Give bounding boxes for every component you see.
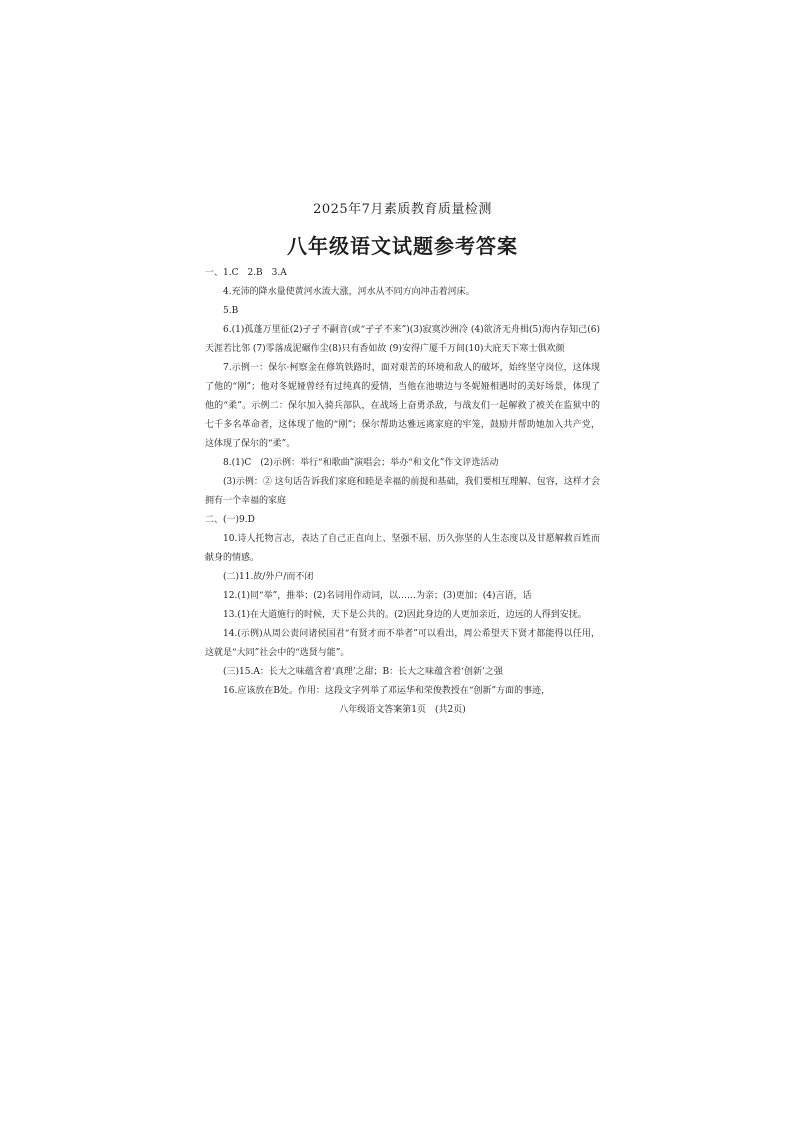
answer-line: 10.诗人托物言志，表达了自己正直向上、坚强不屈、历久弥坚的人生态度以及甘愿解救百姓而献身的情感。: [205, 534, 600, 563]
answer-line: (3)示例：② 这句话告诉我们家庭和睦是幸福的前提和基础，我们要相互理解、包容，这样才会拥有一个幸福的家庭: [205, 477, 600, 506]
answer-line: 二、(一)9.D: [205, 515, 255, 525]
page-footer: 八年级语文答案第1页 (共2页): [339, 705, 466, 715]
exam-title: 八年级语文试题参考答案: [287, 234, 518, 258]
answer-line: 4.充沛的降水量使黄河水流大涨，河水从不同方向冲击着河床。: [223, 287, 475, 297]
answer-body: [205, 264, 600, 701]
answer-line: (二)11.故/外户/而不闭: [223, 572, 314, 582]
answer-line: 12.(1)同“举”，推举；(2)名词用作动词，以……为亲；(3)更加；(4)言语，话: [223, 591, 532, 601]
answer-line: 7.示例一：保尔·柯察金在修筑铁路时，面对艰苦的环境和敌人的破坏，始终坚守岗位，这体现了他的“刚”；他对冬妮娅曾经有过纯真的爱情，当他在池塘边与冬妮娅相遇时的美好场景，体现了他的“柔”。示例二：保尔加入骑兵部队，在战场上奋勇杀敌，与战友们一起解救了被关在监狱中的七千多名革命者，这体现了他的“刚”；保尔帮助达雅远离家庭的牢笼，鼓励并帮助她加入共产党，这体现了保尔的“柔”。: [205, 363, 600, 449]
answer-line: 8.(1)C (2)示例：举行“和歌曲”演唱会；举办“和文化”作文评选活动: [223, 458, 499, 468]
answer-line: 14.(示例)从周公责问诸侯国君“有贤才而不举者”可以看出，周公希望天下贤才都能得以任用，这就是“大同”社会中的“选贤与能”。: [205, 629, 600, 658]
answer-line: 6.(1)孤蓬万里征(2)孑孑不嗣音(或“孑孑不来”)(3)寂寞沙洲冷 (4)欲济无舟楫(5)海内存知己(6)天涯若比邻 (7)零落成泥碾作尘(8)只有香如故 (9)安得广厦千万间(10)大庇天下寒士俱欢颜: [205, 325, 600, 354]
answer-line: 13.(1)在大道施行的时候，天下是公共的。(2)因此身边的人更加亲近，边远的人得到安抚。: [223, 610, 587, 620]
answer-line: 5.B: [223, 306, 239, 316]
answer-line: (三)15.A：长大之味蕴含着‘真理’之甜；B：长大之味蕴含着‘创新’之强: [223, 667, 503, 677]
answer-line: 16.应该放在B处。作用：这段文字列举了邓运华和荣俊教授在“创新”方面的事迹，: [223, 686, 551, 696]
answer-sheet-page: [205, 200, 600, 719]
exam-subtitle: 2025年7月素质教育质量检测: [313, 202, 492, 217]
answer-line: 一、1.C 2.B 3.A: [205, 268, 287, 278]
